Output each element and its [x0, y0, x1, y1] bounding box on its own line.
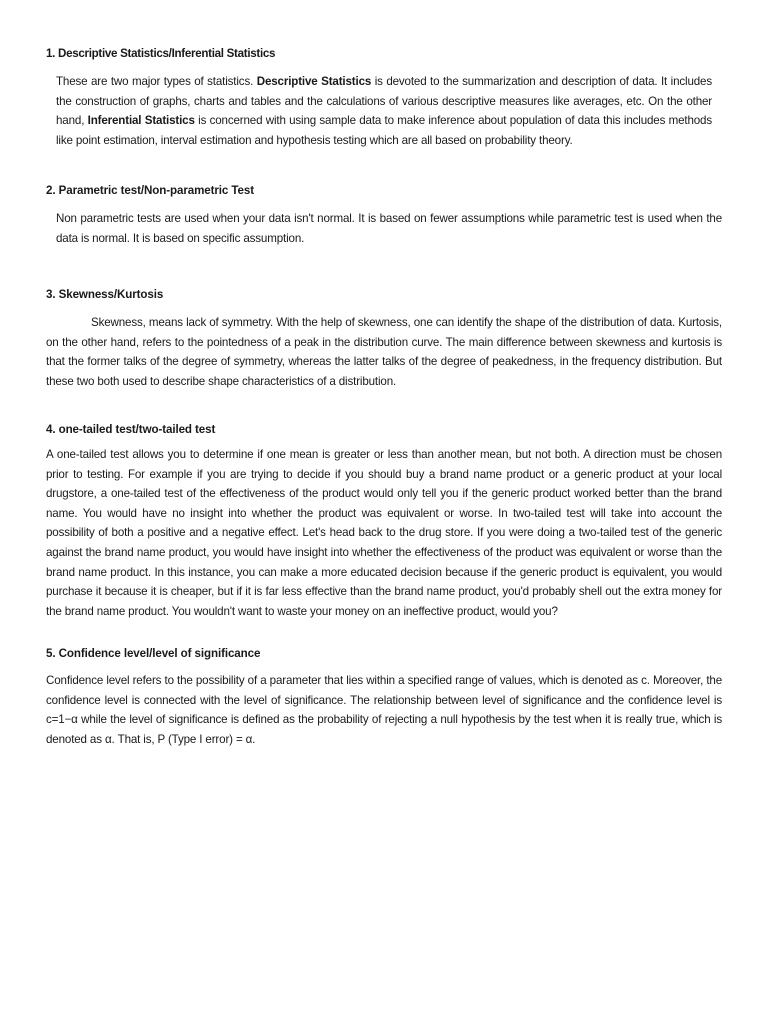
section-4-heading: 4. one-tailed test/two-tailed test — [46, 423, 216, 436]
section-1-text-3: is concerned with using sample data to make inference about population of data this includes methods like point estimation, interval estimation and hypothesis testing which are all based on probability theory. — [56, 114, 712, 147]
section-5-paragraph: Confidence level refers to the possibility of a parameter that lies within a specified range of values, which is denoted as c. Moreover, the confidence level is connected with the level of significance. The relationship between level of significance and the confidence level is c=1−α while the level of significance is defined as the probability of rejecting a null hypothesis by the test when it is really true, which is denoted as α. That is, P (Type I error) = α. — [46, 674, 722, 746]
descriptive-statistics-term: Descriptive Statistics — [256, 75, 372, 88]
section-4-paragraph: A one-tailed test allows you to determine if one mean is greater or less than another mean, but not both. A direction must be chosen prior to testing. For example if you are trying to decide if you should buy a brand name product or a generic product at your local drugstore, a one-tailed test of the effectiveness of the product would only tell you if the generic product worked better than the brand name. You would have no insight into whether the product was equivalent or worse. In two-tailed test will take into account the possibility of both a positive and a negative effect. Let's head back to the drug store. If you were doing a two-tailed test of the generic against the brand name product, you would have insight into whether the effectiveness of the product was equivalent or worse than the brand name product. In this instance, you can make a more educated decision because if the generic product is equivalent, you would purchase it because it is cheaper, but if it is far less effective than the brand name product, you'd probably shell out the extra money for the brand name product. You wouldn't want to waste your money on an ineffective product, would you? — [46, 448, 722, 618]
section-2-paragraph: Non parametric tests are used when your data isn't normal. It is based on fewer assumptions while parametric test is used when the data is normal. It is based on specific assumption. — [56, 212, 722, 245]
section-3-heading: 3. Skewness/Kurtosis — [46, 288, 164, 301]
section-1-paragraph — [56, 72, 712, 150]
section-5-heading: 5. Confidence level/level of significance — [46, 647, 261, 660]
inferential-statistics-term: Inferential Statistics — [87, 114, 195, 128]
section-1-text-1: These are two major types of statistics. — [56, 75, 257, 88]
section-1-heading: 1. Descriptive Statistics/Inferential Statistics — [46, 47, 276, 60]
section-2-heading: 2. Parametric test/Non-parametric Test — [46, 184, 254, 197]
section-1-text-2: is devoted to the summarization and description of data. It includes the construction of graphs, charts and tables and the calculations of various descriptive measures like averages, etc. On the other hand, — [56, 75, 712, 128]
section-3-paragraph: Skewness, means lack of symmetry. With the help of skewness, one can identify the shape of the distribution of data. Kurtosis, on the other hand, refers to the pointedness of a peak in the distribution curve. The main difference between skewness and kurtosis is that the former talks of the degree of symmetry, whereas the latter talks of the degree of peakedness, in the frequency distribution. But these two both used to describe shape characteristics of a distribution. — [46, 316, 722, 388]
